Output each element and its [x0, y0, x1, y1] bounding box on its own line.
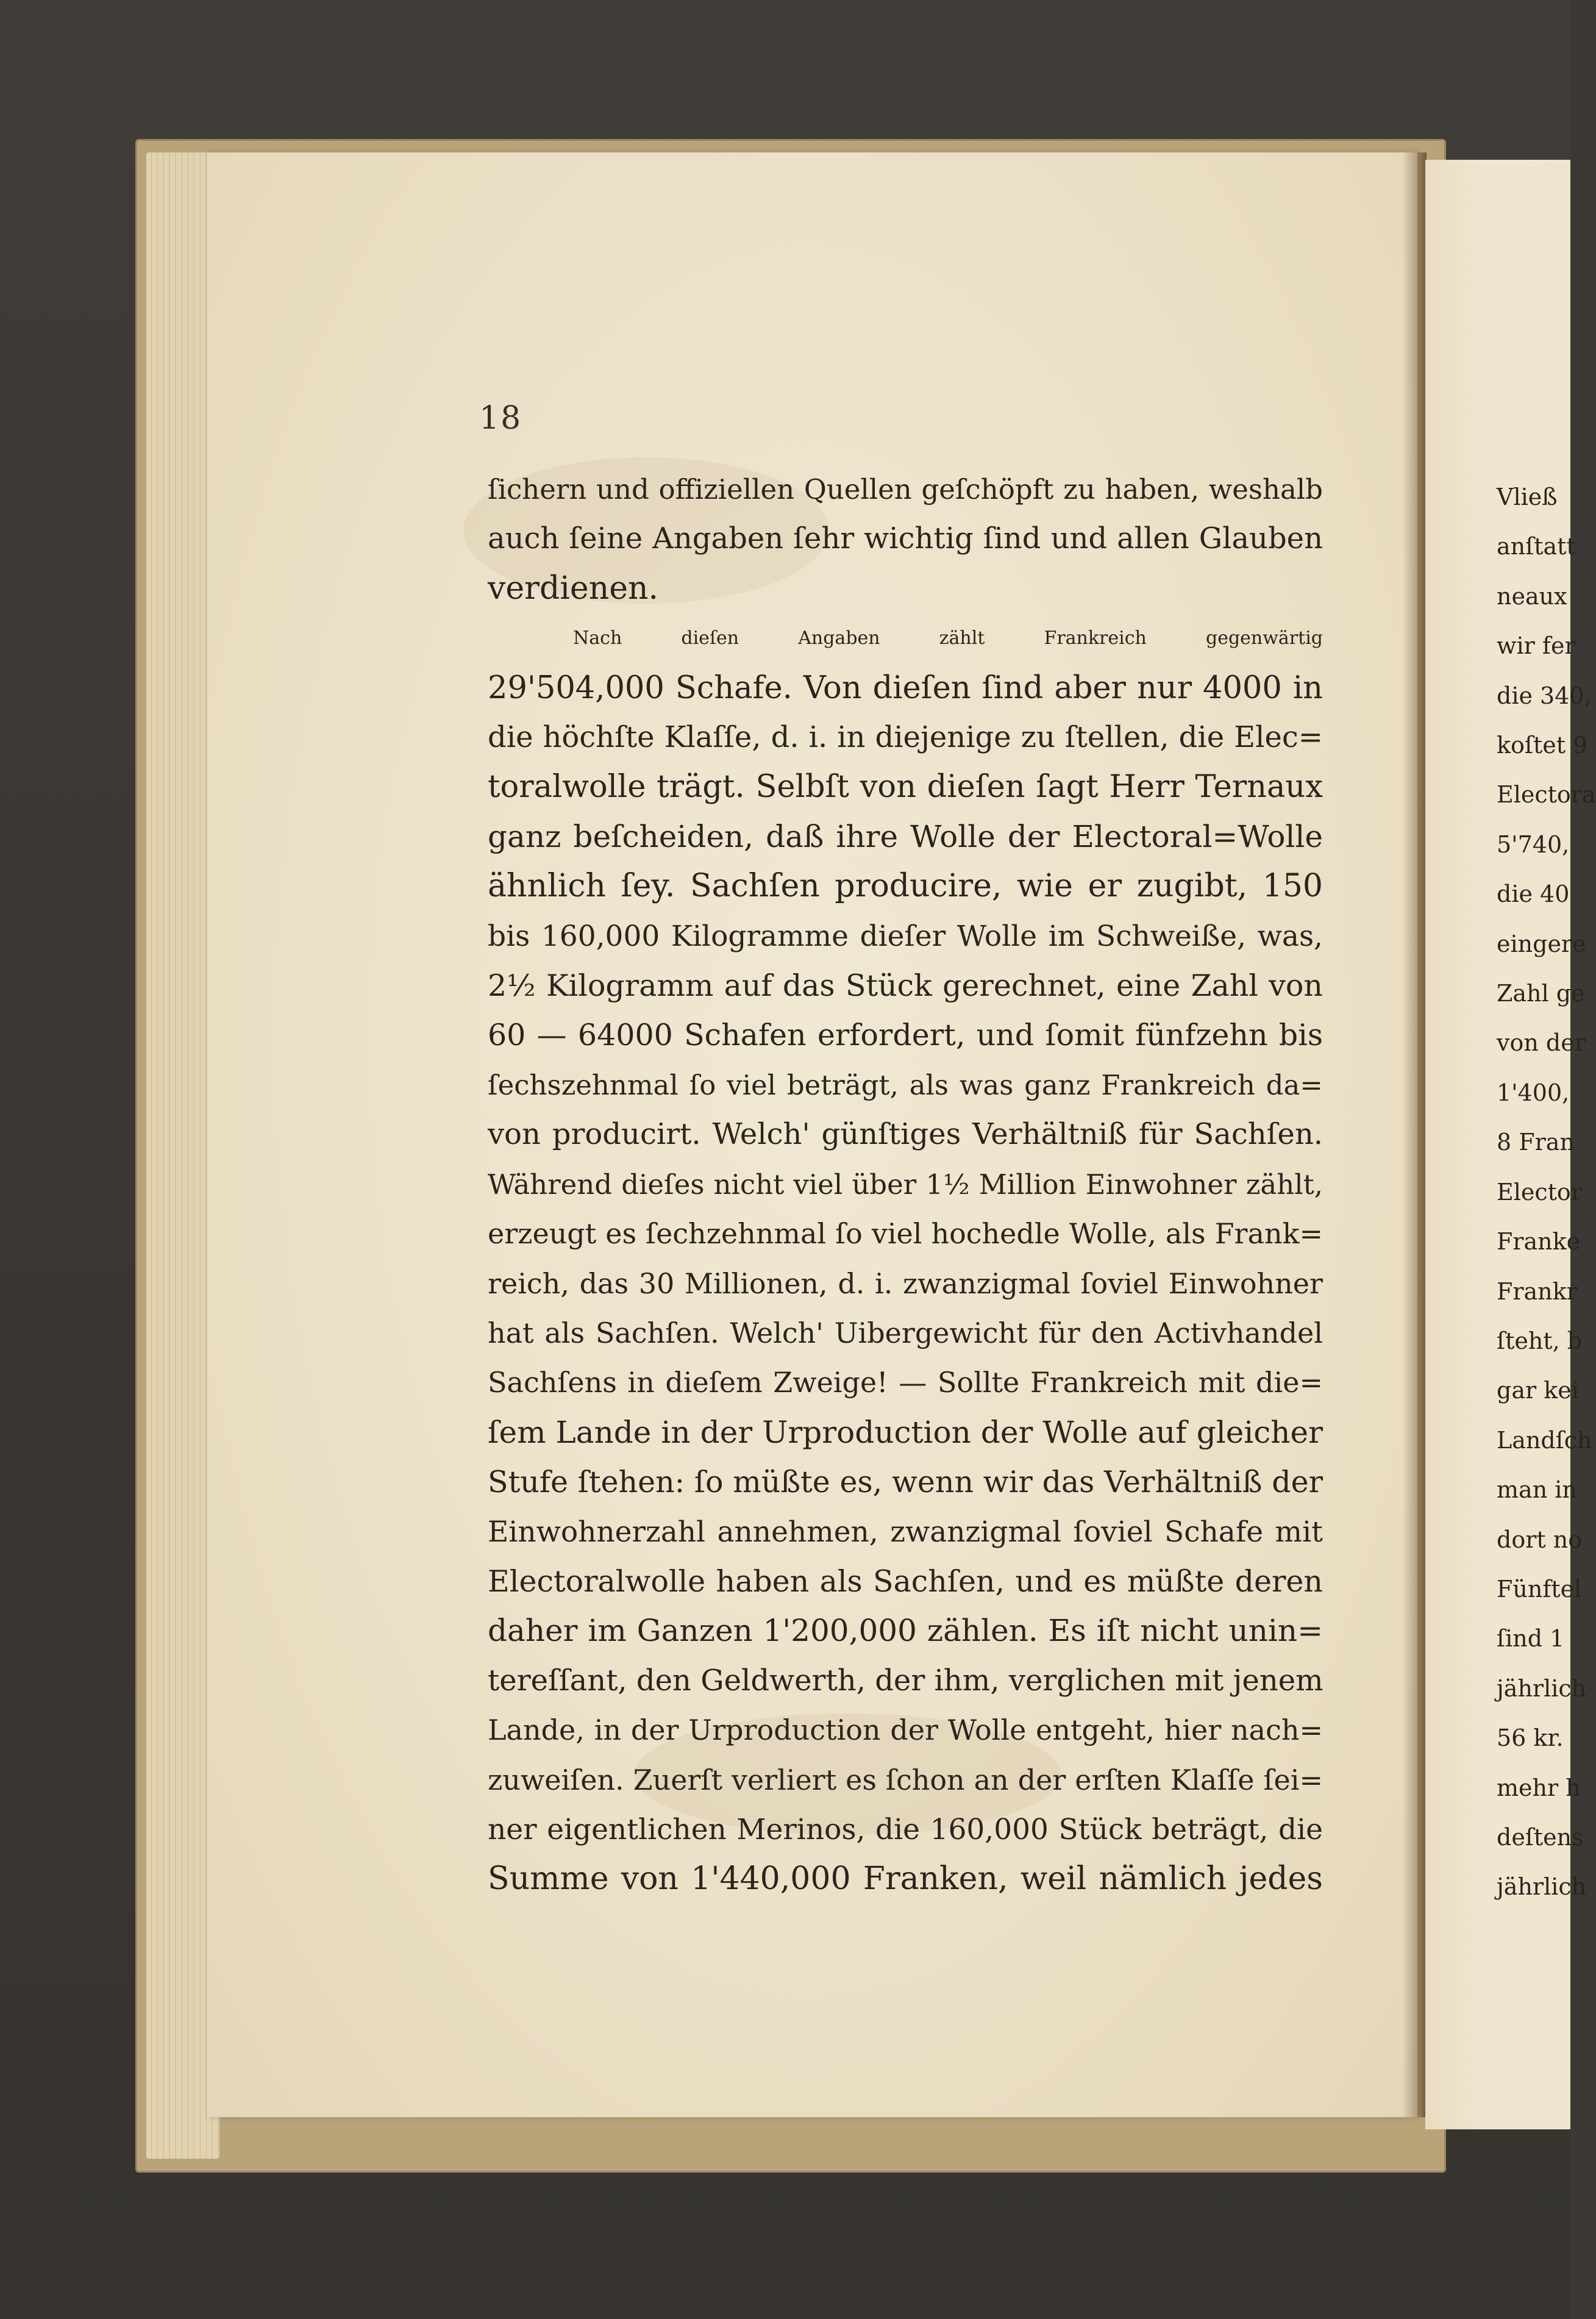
facing-text-line: Vließ — [1497, 484, 1558, 510]
facing-text-line: 5'740, — [1497, 831, 1570, 858]
text-line: ähnlich ſey. Sachſen producire, wie er zugibt, 150 — [488, 868, 1323, 905]
facing-text-line: mehr h — [1497, 1774, 1581, 1801]
facing-text-line: Franke — [1497, 1228, 1581, 1256]
facing-text-line: ſind 1 — [1497, 1625, 1565, 1653]
facing-text-line: jährlich — [1497, 1674, 1587, 1702]
facing-text-line: deſtens — [1497, 1823, 1584, 1851]
text-line: ſem Lande in der Urproduction der Wolle auf gleicher — [488, 1414, 1323, 1450]
body-text — [488, 465, 1323, 1904]
facing-text-line: Fünftel — [1497, 1575, 1582, 1603]
page-gutter — [1402, 152, 1427, 2117]
facing-text-line: die 40 — [1497, 881, 1570, 908]
text-line: zuweiſen. Zuerſt verliert es ſchon an der erſten Klaſſe ſei= — [488, 1763, 1323, 1796]
facing-text-line: koſtet 9 — [1497, 732, 1588, 759]
text-line: erzeugt es ſechzehnmal ſo viel hochedle Wolle, als Frank= — [488, 1217, 1323, 1251]
text-line: verdienen. — [488, 570, 658, 607]
text-line: daher im Ganzen 1'200,000 zählen. Es iſt nicht unin= — [488, 1613, 1323, 1649]
facing-text-line: Frankr — [1497, 1277, 1578, 1305]
text-line: Sachſens in dieſem Zweige! — Sollte Frankreich mit die= — [488, 1366, 1323, 1399]
text-line: hat als Sachſen. Welch' Uibergewicht für den Activhandel — [488, 1316, 1323, 1349]
text-line: ſichern und offiziellen Quellen geſchöpft zu haben, weshalb — [488, 473, 1323, 506]
facing-text-line: anſtatt — [1497, 533, 1576, 560]
facing-text-line: 1'400, — [1497, 1079, 1570, 1106]
text-line: toralwolle trägt. Selbſt von dieſen ſagt Herr Ternaux — [488, 769, 1323, 806]
facing-text-line: Electora — [1497, 781, 1596, 809]
text-line: Summe von 1'440,000 Franken, weil nämlich jedes — [488, 1860, 1323, 1898]
text-line: ganz beſcheiden, daß ihre Wolle der Electoral=Wolle — [488, 818, 1323, 854]
text-line: Electoralwolle haben als Sachſen, und es müßte deren — [488, 1563, 1323, 1599]
text-line: Lande, in der Urproduction der Wolle entgeht, hier nach= — [488, 1713, 1323, 1747]
text-line: bis 160,000 Kilogramme dieſer Wolle im Schweiße, was, — [488, 919, 1323, 953]
facing-text-line: ſteht, b — [1497, 1327, 1583, 1354]
text-line: Stufe ſtehen: ſo müßte es, wenn wir das Verhältniß der — [488, 1465, 1323, 1500]
text-line: tereſſant, den Geldwerth, der ihm, verglichen mit jenem — [488, 1663, 1323, 1698]
facing-text-line: gar kei — [1497, 1377, 1579, 1404]
facing-text-line: 56 kr. — [1497, 1724, 1564, 1752]
text-line: von producirt. Welch' günſtiges Verhältniß für Sachſen. — [488, 1117, 1323, 1152]
text-line: 29'504,000 Schafe. Von dieſen ſind aber nur 4000 in — [488, 670, 1323, 706]
facing-text-line: Zahl ge — [1497, 980, 1585, 1007]
text-line: die höchſte Klaſſe, d. i. in diejenige zu ſtellen, die Elec= — [488, 720, 1323, 755]
text-line: Während dieſes nicht viel über 1½ Million Einwohner zählt, — [488, 1168, 1323, 1201]
text-line: Nach dieſen Angaben zählt Frankreich gegenwärtig — [573, 627, 1323, 649]
facing-text-line: von der — [1497, 1029, 1586, 1057]
facing-text-line: jährlich — [1497, 1873, 1587, 1901]
text-line: reich, das 30 Millionen, d. i. zwanzigmal ſoviel Einwohner — [488, 1267, 1323, 1300]
facing-text-line: wir fer — [1497, 632, 1576, 660]
text-line: ner eigentlichen Merinos, die 160,000 Stück beträgt, die — [488, 1812, 1323, 1846]
facing-text-line: eingere — [1497, 930, 1586, 957]
facing-page-text — [1497, 473, 1596, 1912]
facing-text-line: dort no — [1497, 1526, 1583, 1553]
text-line: 60 — 64000 Schafen erfordert, und ſomit fünfzehn bis — [488, 1018, 1323, 1053]
text-line: ſechszehnmal ſo viel beträgt, als was ganz Frankreich da= — [488, 1068, 1323, 1101]
text-line: auch ſeine Angaben ſehr wichtig ſind und allen Glauben — [488, 521, 1323, 556]
facing-text-line: die 340, — [1497, 682, 1592, 709]
text-line: Einwohnerzahl annehmen, zwanzigmal ſoviel Schafe mit — [488, 1515, 1323, 1549]
facing-text-line: man in — [1497, 1476, 1577, 1504]
text-line: 2½ Kilogramm auf das Stück gerechnet, eine Zahl von — [488, 968, 1323, 1004]
page-number: 18 — [479, 400, 522, 437]
facing-text-line: neaux — [1497, 582, 1567, 610]
facing-text-line: 8 Fran — [1497, 1129, 1575, 1156]
facing-text-line: Landſch — [1497, 1426, 1592, 1454]
facing-text-line: Elector — [1497, 1178, 1582, 1206]
